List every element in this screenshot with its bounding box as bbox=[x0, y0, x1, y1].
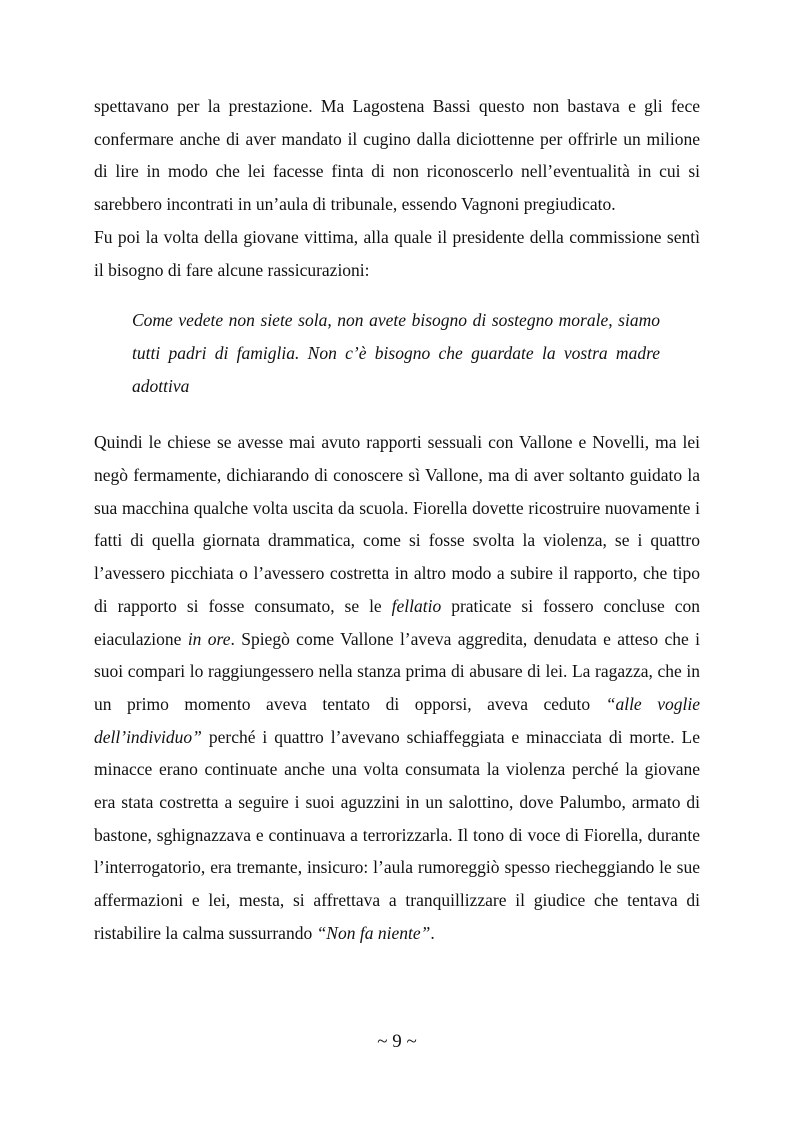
paragraph-1-text: spettavano per la prestazione. Ma Lagostena Bassi questo non bastava e gli fece confermare anche di aver mandato il cugino dalla diciottenne per offrirle un milione di lire in modo che lei facesse finta di non riconoscerlo nell’eventualità in cui si sarebbero incontrati in un’aula di tribunale, essendo Vagnoni pregiudicato. bbox=[94, 96, 700, 215]
paragraph-3-text-2: praticate si fossero concluse con eiaculazione bbox=[94, 595, 700, 649]
paragraph-2 bbox=[94, 221, 700, 286]
paragraph-3-text-1: Quindi le chiese se avesse mai avuto rapporti sessuali con Vallone e Novelli, ma lei negò fermamente, dichiarando di conoscere sì Vallone, ma di aver soltanto guidato la sua macchina qualche volta uscita da scuola. Fiorella dovette ricostruire nuovamente i fatti di quella giornata drammatica, come si fosse svolta la violenza, se i quattro l’avessero picchiata o l’avessero costretta in altro modo a subire il rapporto, che tipo di rapporto si fosse consumato, se le bbox=[94, 432, 700, 616]
term-fellatio: fellatio bbox=[391, 595, 442, 616]
block-quote-text: Come vedete non siete sola, non avete bisogno di sostegno morale, siamo tutti padri di famiglia. Non c’è bisogno che guardate la vostra madre adottiva bbox=[132, 310, 660, 396]
page-number: ~ 9 ~ bbox=[377, 1031, 417, 1052]
paragraph-3 bbox=[94, 426, 700, 949]
quote-alle-voglie: “alle voglie dell’individuo” bbox=[94, 693, 701, 747]
paragraph-3-text-5: . bbox=[430, 922, 435, 943]
paragraph-2-text: Fu poi la volta della giovane vittima, alla quale il presidente della commissione sentì il bisogno di fare alcune rassicurazioni: bbox=[94, 226, 700, 280]
paragraph-1 bbox=[94, 90, 700, 221]
body-text bbox=[94, 90, 700, 950]
paragraph-3-text-3: . Spiegò come Vallone l’aveva aggredita, denudata e atteso che i suoi compari lo raggiungessero nella stanza prima di abusare di lei. La ragazza, che in un primo momento aveva tentato di opporsi, aveva ceduto bbox=[94, 628, 700, 714]
quote-non-fa-niente: “Non fa niente” bbox=[316, 922, 431, 943]
term-in-ore: in ore bbox=[187, 628, 231, 649]
block-quote bbox=[132, 304, 660, 402]
paragraph-3-text-4: perché i quattro l’avevano schiaffeggiata e minacciata di morte. Le minacce erano continuate anche una volta consumata la violenza perché la giovane era stata costretta a seguire i suoi aguzzini in un salottino, dove Palumbo, armato di bastone, sghignazzava e continuava a terrorizzarla. Il tono di voce di Fiorella, durante l’interrogatorio, era tremante, insicuro: l’aula rumoreggiò spesso riecheggiando le sue affermazioni e lei, mesta, si affrettava a tranquillizzare il giudice che tentava di ristabilire la calma sussurrando bbox=[94, 726, 700, 943]
